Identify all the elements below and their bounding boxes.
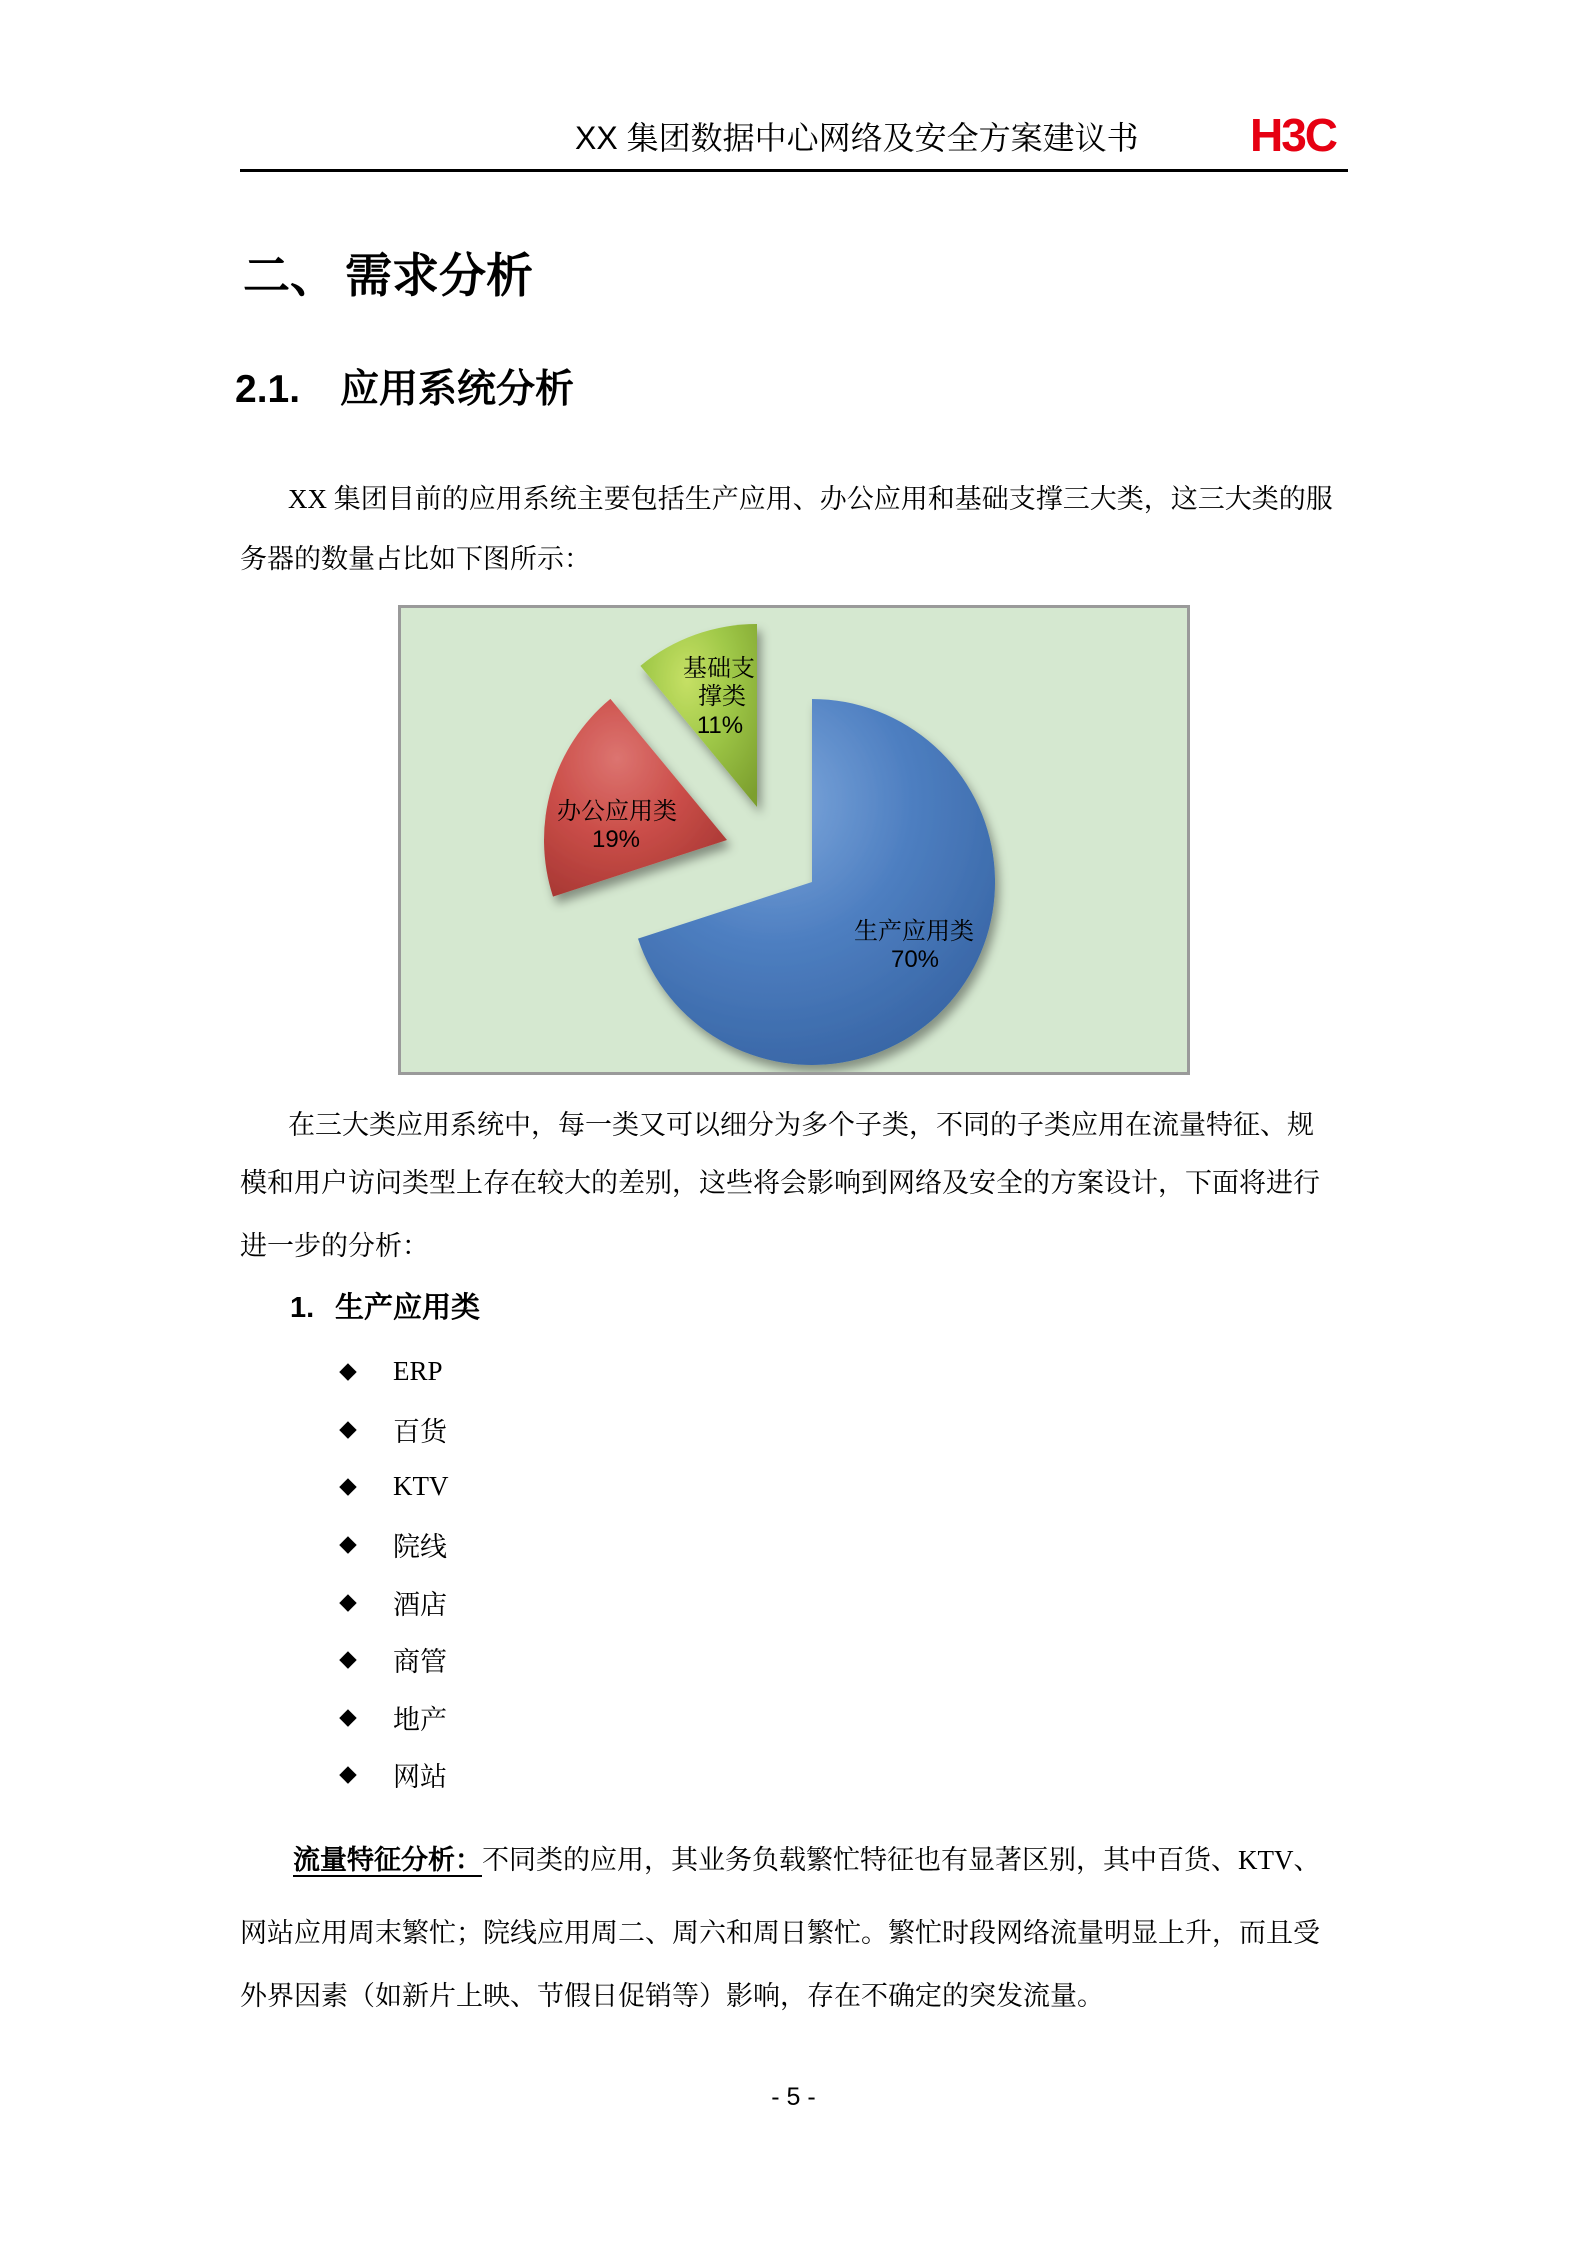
item-heading — [290, 1291, 480, 1325]
diamond-bullet-icon: ◆ — [339, 1761, 357, 1788]
subsection-title: 应用系统分析 — [340, 368, 575, 411]
list-item — [333, 1631, 449, 1689]
subsection-heading — [235, 366, 574, 414]
diamond-bullet-icon: ◆ — [339, 1531, 357, 1558]
paragraph-line: 进一步的分析： — [240, 1231, 429, 1261]
slice-label-production-pct: 70% — [890, 946, 940, 973]
section-heading — [243, 248, 533, 304]
paragraph-line: 网站应用周末繁忙；院线应用周二、周六和周日繁忙。繁忙时段网络流量明显上升，而且受 — [240, 1918, 1320, 1948]
list-item — [333, 1573, 449, 1631]
slice-label-infrastructure-pct: 11% — [696, 712, 744, 739]
diamond-bullet-icon: ◆ — [339, 1473, 357, 1500]
slice-label-production-name: 生产应用类 — [854, 918, 974, 945]
diamond-bullet-icon: ◆ — [339, 1703, 357, 1730]
section-number: 二、 — [243, 249, 337, 302]
page-number: - 5 - — [771, 2083, 816, 2111]
header-title: XX 集团数据中心网络及安全方案建议书 — [575, 120, 1139, 156]
list-item-label: KTV — [393, 1471, 449, 1502]
list-item-label: ERP — [393, 1356, 443, 1387]
list-item-label: 商管 — [393, 1647, 447, 1678]
pie-slice-production — [638, 699, 995, 1065]
list-item — [333, 1401, 449, 1459]
paragraph-line: 务器的数量占比如下图所示： — [240, 544, 591, 574]
list-item — [333, 1516, 449, 1574]
item-number: 1. — [290, 1292, 315, 1324]
list-item-label: 百货 — [393, 1416, 447, 1447]
paragraph-line: 外界因素（如新片上映、节假日促销等）影响，存在不确定的突发流量。 — [240, 1981, 1104, 2011]
section-title: 需求分析 — [345, 249, 533, 302]
pie-chart-canvas — [401, 608, 1187, 1072]
list-item-label: 酒店 — [393, 1589, 447, 1620]
paragraph-text: 不同类的应用，其业务负载繁忙特征也有显著区别，其中百货、KTV、 — [482, 1845, 1321, 1875]
header-rule — [240, 169, 1348, 172]
list-item — [333, 1689, 449, 1747]
diamond-bullet-icon: ◆ — [339, 1588, 357, 1615]
diamond-bullet-icon: ◆ — [339, 1415, 357, 1442]
paragraph-line: 在三大类应用系统中，每一类又可以细分为多个子类，不同的子类应用在流量特征、规 — [288, 1110, 1314, 1140]
list-item-label: 院线 — [393, 1532, 447, 1563]
list-item-label: 地产 — [393, 1704, 447, 1735]
bullet-list — [333, 1343, 449, 1804]
paragraph-line: XX 集团目前的应用系统主要包括生产应用、办公应用和基础支撑三大类，这三大类的服 — [288, 484, 1333, 514]
slice-label-office-name: 办公应用类 — [557, 798, 677, 825]
traffic-analysis-lead: 流量特征分析： — [293, 1845, 482, 1875]
paragraph-line — [293, 1843, 1321, 1877]
pie-chart — [398, 605, 1190, 1075]
diamond-bullet-icon: ◆ — [339, 1646, 357, 1673]
list-item — [333, 1746, 449, 1804]
slice-label-infrastructure-line1: 基础支 — [683, 655, 755, 682]
list-item — [333, 1343, 449, 1401]
list-item-label: 网站 — [393, 1762, 447, 1793]
list-item — [333, 1458, 449, 1516]
item-title: 生产应用类 — [335, 1292, 481, 1324]
slice-label-infrastructure-line2: 撑类 — [698, 683, 746, 710]
slice-label-office-pct: 19% — [591, 826, 641, 853]
h3c-logo: H3C — [1249, 109, 1337, 161]
paragraph-line: 模和用户访问类型上存在较大的差别，这些将会影响到网络及安全的方案设计，下面将进行 — [240, 1168, 1320, 1198]
diamond-bullet-icon: ◆ — [339, 1358, 357, 1385]
subsection-number: 2.1. — [235, 368, 301, 411]
